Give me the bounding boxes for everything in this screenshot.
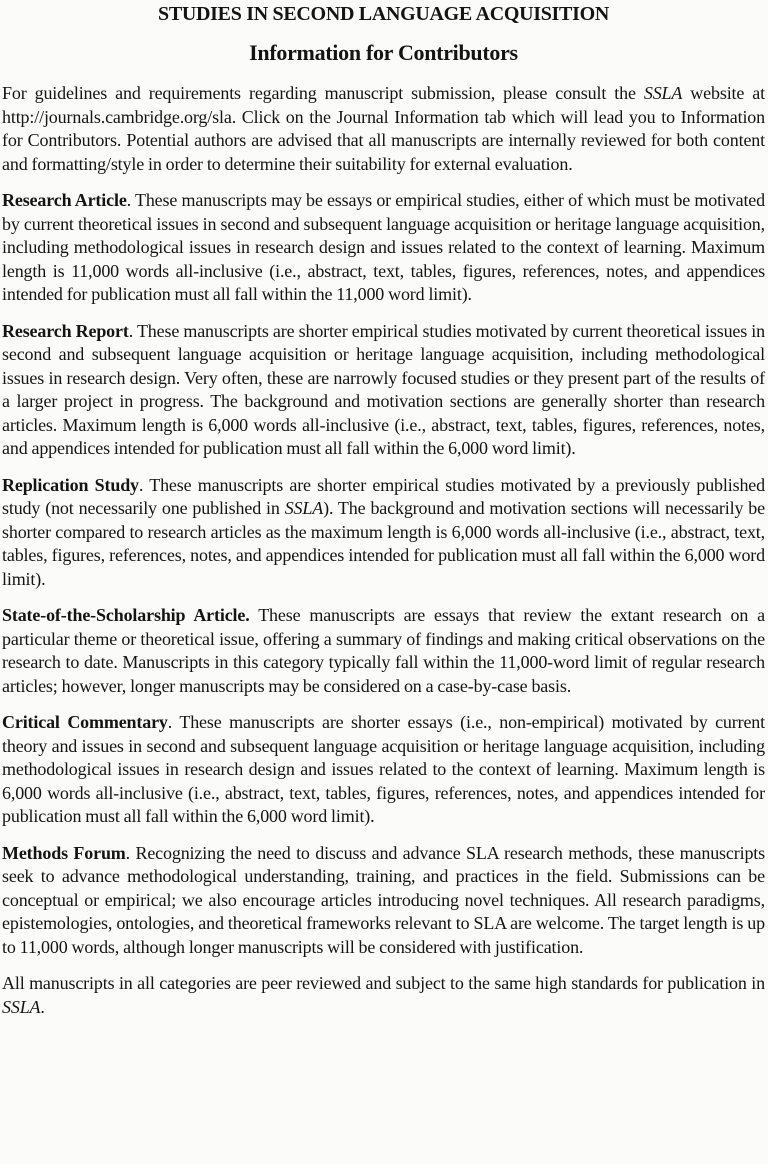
journal-abbrev: SSLA [2,996,41,1017]
section-heading: Methods Forum [2,842,126,863]
section-heading: State-of-the-Scholarship Article. [2,605,250,625]
page-subtitle: Information for Contributors [249,40,518,65]
section-heading: Research Report [2,320,129,341]
critical-commentary-paragraph [2,711,765,829]
methods-forum-paragraph [2,842,765,960]
paragraph-text: These manuscripts are essays that review the extant research on a particular theme or theoretical issue, offering a summary of findings and making critical observations on the research to date. Manuscripts in this category typically fall within the 11,000-word limit of regular research articles; however, longer manuscripts may be considered on a case-by-case basis. [2,605,766,696]
journal-abbrev: SSLA [643,83,683,103]
section-heading: Research Article [2,190,127,210]
paragraph-text: . [40,996,45,1017]
journal-url: http://journals.cambridge.org/sla [2,106,232,127]
paragraph-text: For guidelines and requirements regarding manuscript submission, please consult the [2,83,644,103]
research-article-paragraph [2,189,765,307]
paragraph-text: . These manuscripts are shorter essays (i.e., non-empirical) motivated by current theory and issues in second and subsequent language acquisition or heritage language acquisition, including methodological issues in research design and issues related to the context of learning. Maximum length is 6,000 words all-inclusive (i.e., abstract, text, tables, figures, references, notes, and appendices intended for publication must all fall within the 6,000 word limit). [2,712,766,826]
journal-abbrev: SSLA [284,498,324,518]
state-of-the-scholarship-paragraph [2,604,765,698]
replication-study-paragraph [2,474,765,592]
paragraph-text: . Click on the Journal Information tab which will lead you to Information for Contributors. Potential authors are advised that all manuscripts are internally reviewed for both content and formatting/style in order to determine their suitability for external evaluation. [2,106,765,174]
paragraph-text: ). The background and motivation sections will necessarily be shorter compared to research articles as the maximum length is 6,000 words all-inclusive (i.e., abstract, text, tables, figures, references, notes, and appendices intended for publication must all fall within the 6,000 word limit). [2,498,765,589]
peer-review-note-paragraph [2,972,765,1019]
document-body [2,82,765,1019]
paragraph-text: website at [682,83,765,103]
intro-paragraph [2,82,765,176]
paragraph-text: . These manuscripts may be essays or empirical studies, either of which must be motivated by current theoretical issues in second and subsequent language acquisition or heritage language acquisition, including methodological issues in research design and issues related to the context of learning. Maximum length is 11,000 words all-inclusive (i.e., abstract, text, tables, figures, references, notes, and appendices intended for publication must all fall within the 11,000 word limit). [2,190,766,304]
journal-title: STUDIES IN SECOND LANGUAGE ACQUISITION [158,3,609,25]
paragraph-text: All manuscripts in all categories are peer reviewed and subject to the same high standards for publication in [2,973,765,993]
research-report-paragraph [2,320,765,461]
section-heading: Critical Commentary [2,712,168,732]
paragraph-text: . Recognizing the need to discuss and advance SLA research methods, these manuscripts seek to advance methodological understanding, training, and practices in the field. Submissions can be conceptual or empirical; we also encourage articles introducing novel techniques. All research paradigms, epistemologies, ontologies, and theoretical frameworks relevant to SLA are welcome. The target length is up to 11,000 words, although longer manuscripts will be considered with justification. [2,842,766,957]
paragraph-text: . These manuscripts are shorter empirical studies motivated by a previously published study (not necessarily one published in [2,474,766,518]
section-heading: Replication Study [2,474,139,495]
paragraph-text: . These manuscripts are shorter empirical studies motivated by current theoretical issues in second and subsequent language acquisition or heritage language acquisition, including methodological issues in research design. Very often, these are narrowly focused studies or they present part of the results of a larger project in progress. The background and motivation sections are generally shorter than research articles. Maximum length is 6,000 words all-inclusive (i.e., abstract, text, tables, figures, references, notes, and appendices intended for publication must all fall within the 6,000 word limit). [2,320,766,458]
